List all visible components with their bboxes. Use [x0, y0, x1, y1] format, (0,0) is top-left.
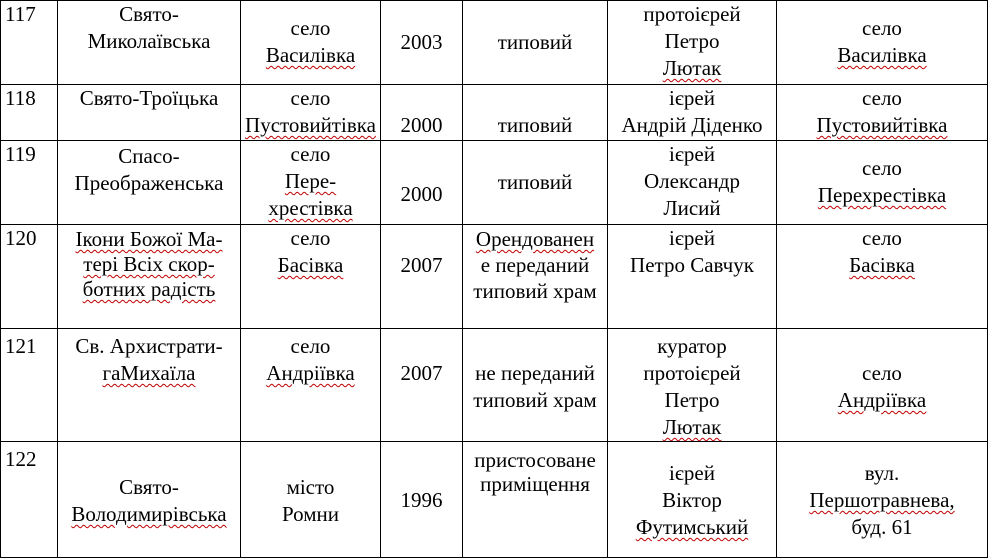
clergy-cell [608, 1, 777, 85]
clergy-line: протоієрей [643, 361, 741, 385]
church-name-cell [58, 1, 241, 85]
address-line: буд. 61 [851, 515, 913, 539]
clergy-line: Петро [664, 388, 720, 412]
settlement-line: село [290, 142, 331, 166]
church-name-cell [58, 442, 241, 558]
row-number: 117 [1, 1, 58, 85]
settlement-line: село [290, 226, 331, 250]
year-cell: 2000 [381, 85, 463, 141]
clergy-cell [608, 329, 777, 442]
address-line: село [862, 226, 902, 250]
table-row [1, 329, 988, 442]
address-line: село [862, 16, 902, 40]
year-cell: 1996 [381, 442, 463, 558]
type-line: типовий [497, 170, 573, 194]
clergy-line: Петро Савчук [630, 253, 754, 277]
type-cell [463, 329, 608, 442]
address-line: Пустовийтівка [816, 113, 948, 137]
year-cell: 2007 [381, 225, 463, 329]
settlement-cell [241, 225, 381, 329]
clergy-line: ієрей [669, 461, 715, 485]
clergy-line: протоієрей [643, 2, 741, 26]
table-row [1, 442, 988, 558]
clergy-line: ієрей [669, 142, 715, 166]
type-line: не переданий [475, 361, 595, 385]
clergy-line: Віктор [662, 488, 722, 512]
type-cell [463, 442, 608, 558]
church-name-line: Миколаївська [87, 29, 211, 53]
address-cell [777, 141, 988, 225]
settlement-line: Пере- [284, 169, 337, 193]
settlement-cell [241, 329, 381, 442]
settlement-cell [241, 85, 381, 141]
settlement-cell [241, 1, 381, 85]
table-row [1, 225, 988, 329]
settlement-cell [241, 141, 381, 225]
church-name-cell [58, 85, 241, 141]
type-line: типовий [497, 113, 573, 137]
settlement-line: село [290, 16, 331, 40]
church-name-line: Спасо- [118, 144, 180, 168]
clergy-line: куратор [657, 334, 727, 358]
row-number: 121 [1, 329, 58, 442]
settlement-line: Андріївка [266, 361, 355, 385]
type-line: пристосоване [474, 448, 596, 472]
clergy-line: ієрей [669, 226, 715, 250]
type-cell [463, 1, 608, 85]
year-cell: 2007 [381, 329, 463, 442]
address-line: село [862, 361, 902, 385]
church-name-cell [58, 329, 241, 442]
year-cell: 2003 [381, 1, 463, 85]
type-cell [463, 85, 608, 141]
church-name-line: Ікони Божої Ма- [75, 227, 223, 251]
table-row [1, 1, 988, 85]
address-line: Перехрестівка [817, 183, 947, 207]
type-line: е переданий [480, 253, 590, 277]
church-name-line: Свято-Троїцька [79, 86, 219, 110]
clergy-line: Лютак [662, 56, 722, 80]
table-row [1, 85, 988, 141]
clergy-cell [608, 85, 777, 141]
settlement-cell [241, 442, 381, 558]
settlement-line: село [290, 334, 331, 358]
clergy-line: Андрій Діденко [621, 113, 763, 137]
address-cell [777, 225, 988, 329]
clergy-cell [608, 225, 777, 329]
clergy-line: Лютак [662, 415, 722, 439]
church-name-line: тері Всіх скор- [83, 252, 215, 276]
address-cell [777, 1, 988, 85]
clergy-line: Петро [664, 29, 720, 53]
clergy-cell [608, 442, 777, 558]
address-line: село [862, 86, 902, 110]
type-cell [463, 141, 608, 225]
church-name-line: Преображенська [74, 171, 224, 195]
address-cell [777, 442, 988, 558]
row-number: 122 [1, 442, 58, 558]
type-line: приміщення [480, 472, 590, 496]
year-cell: 2000 [381, 141, 463, 225]
clergy-cell [608, 141, 777, 225]
address-line: вул. [864, 461, 900, 485]
settlement-line: місто [286, 475, 335, 499]
clergy-line: Футимський [635, 515, 749, 539]
type-line: типовий храм [473, 279, 597, 303]
church-name-line: Свято- [119, 2, 179, 26]
church-name-cell [58, 225, 241, 329]
church-name-line: ботних радість [82, 277, 216, 301]
church-name-line: Володимирівська [71, 502, 227, 526]
church-name-line: Св. Архистрати- [75, 334, 223, 358]
settlement-line: Василівка [265, 43, 356, 67]
row-number: 119 [1, 141, 58, 225]
type-line: Орендованен [475, 227, 595, 251]
address-line: Першотравнева, [809, 488, 955, 512]
row-number: 120 [1, 225, 58, 329]
row-number: 118 [1, 85, 58, 141]
clergy-line: Олександр [644, 169, 740, 193]
settlement-line: Пустовийтівка [245, 113, 376, 137]
type-cell [463, 225, 608, 329]
address-cell [777, 85, 988, 141]
type-line: типовий [497, 30, 573, 54]
address-line: Василівка [837, 43, 927, 67]
address-line: село [862, 156, 902, 180]
clergy-line: Лисий [663, 196, 721, 220]
type-line: типовий храм [473, 388, 597, 412]
settlement-line: хрестівка [268, 196, 353, 220]
settlement-line: Басівка [277, 253, 344, 277]
address-cell [777, 329, 988, 442]
table-row [1, 141, 988, 225]
address-line: Андріївка [837, 388, 927, 412]
church-name-line: гаМихаїла [102, 361, 196, 385]
church-name-cell [58, 141, 241, 225]
church-name-line: Свято- [119, 475, 179, 499]
settlement-line: Ромни [281, 502, 340, 526]
settlement-line: село [290, 86, 331, 110]
address-line: Басівка [849, 253, 915, 277]
clergy-line: ієрей [669, 86, 715, 110]
